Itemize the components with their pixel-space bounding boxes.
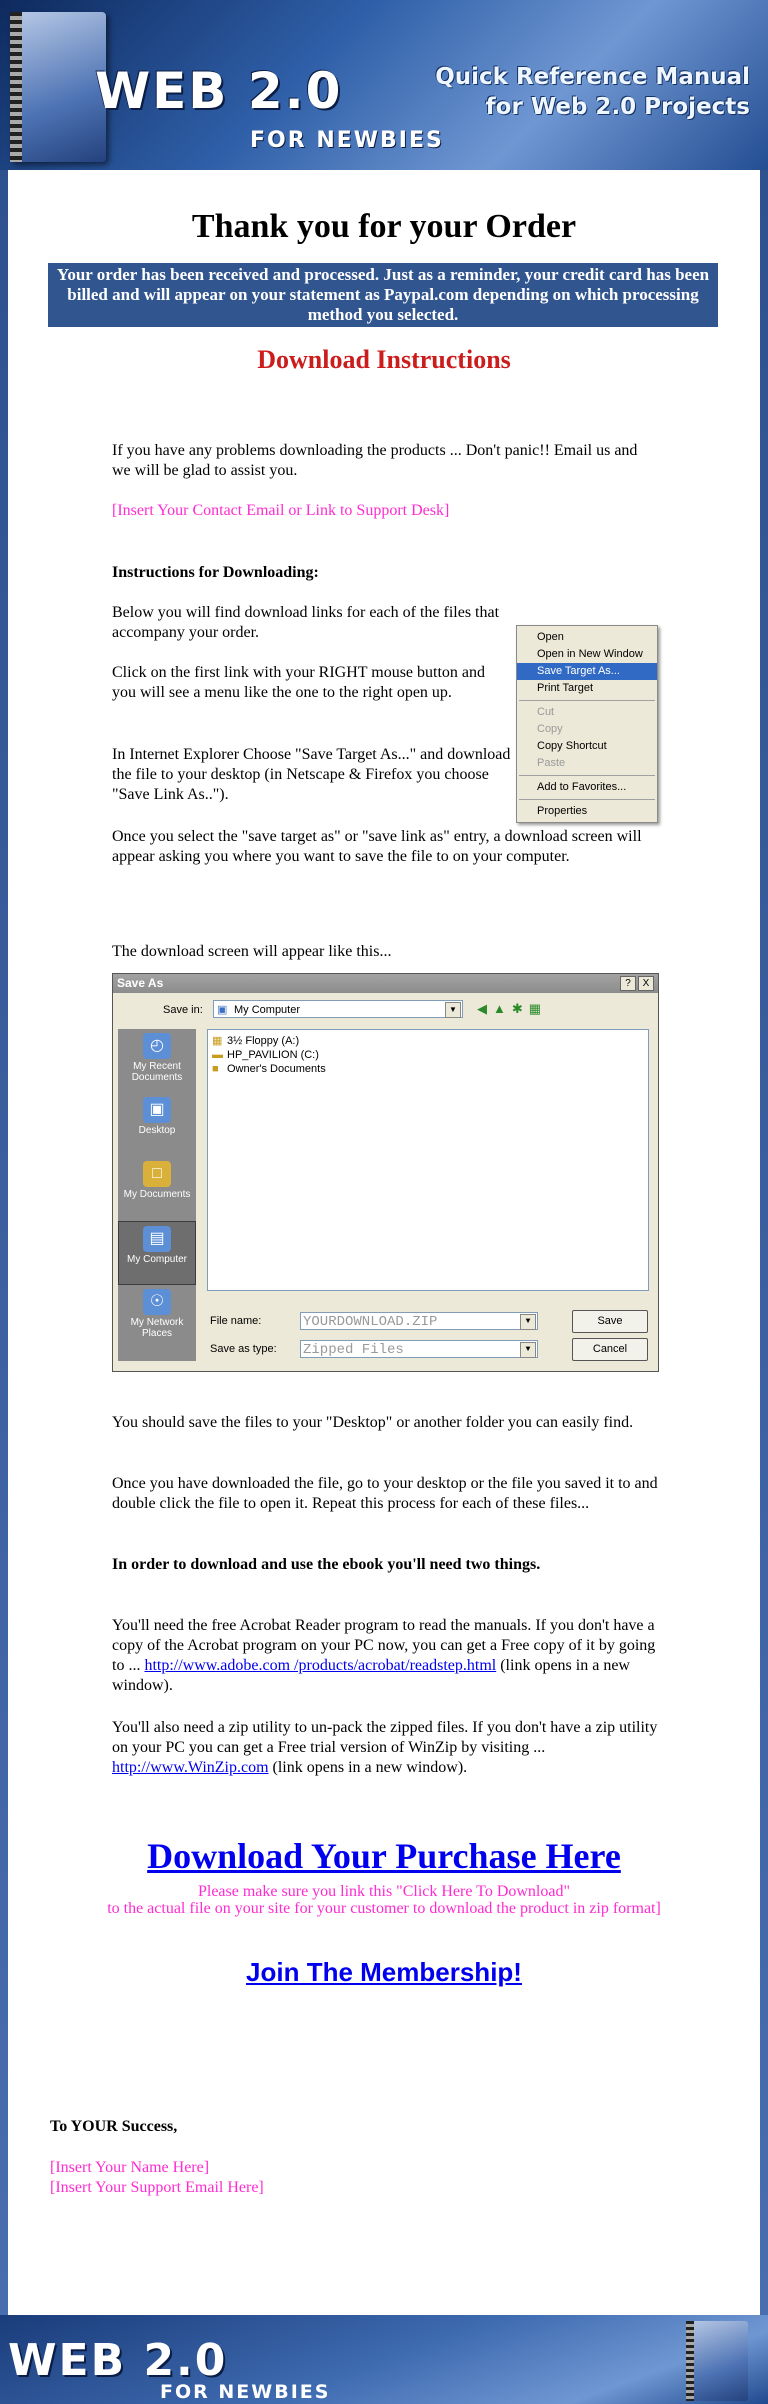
place-my-documents[interactable]: □ My Documents	[118, 1157, 196, 1221]
acrobat-text: You'll need the free Acrobat Reader program to read the manuals. If you don't have a copy of the Acrobat program on your PC now, you can get a Free copy of it by going to ...	[112, 1617, 656, 1674]
save-as-type-label: Save as type:	[210, 1343, 277, 1355]
download-purchase-cta	[8, 1835, 760, 1877]
header-banner	[0, 0, 768, 170]
place-desktop[interactable]: ▣ Desktop	[118, 1093, 196, 1157]
dialog-titlebar: Save As	[113, 974, 658, 993]
logo-subtitle: FOR NEWBIES	[250, 128, 444, 153]
file-name-label: File name:	[210, 1315, 262, 1327]
chevron-down-icon[interactable]: ▼	[520, 1314, 536, 1330]
book-spine	[10, 12, 22, 162]
download-link-note	[8, 1883, 760, 1917]
file-item-owners-documents[interactable]: ■ Owner's Documents	[212, 1063, 326, 1075]
network-places-icon: ☉	[143, 1289, 171, 1315]
instructions-para-4: Once you select the "save target as" or "save link as" entry, a download screen will appear asking you where you want to save the file to on your computer.	[112, 828, 642, 865]
ebook-cover-image	[10, 12, 106, 162]
logo-title: WEB 2.0	[95, 62, 343, 120]
footer-ebook-cover-image	[686, 2321, 748, 2401]
chevron-down-icon[interactable]: ▼	[520, 1342, 536, 1358]
download-instructions-heading: Download Instructions	[257, 345, 511, 374]
file-item-hp-pavilion[interactable]: ▬ HP_PAVILION (C:)	[212, 1049, 319, 1061]
ctx-separator	[519, 775, 655, 776]
manual-line-2: for Web 2.0 Projects	[485, 94, 750, 120]
save-in-label: Save in:	[163, 1004, 203, 1016]
file-list	[207, 1029, 649, 1291]
ctx-paste: Paste	[537, 757, 566, 769]
places-bar	[118, 1029, 196, 1361]
save-in-value: My Computer	[234, 1004, 301, 1016]
save-as-type-select[interactable]	[300, 1340, 538, 1358]
chevron-down-icon[interactable]: ▼	[445, 1002, 461, 1018]
page-title: Thank you for your Order	[191, 208, 577, 245]
cancel-button[interactable]: Cancel	[572, 1338, 648, 1361]
contact-placeholder: [Insert Your Contact Email or Link to Support Desk]	[112, 502, 450, 519]
instructions-para-2: Click on the first link with your RIGHT mouse button and you will see a menu like the one to the right open up.	[112, 664, 486, 701]
ctx-properties[interactable]: Properties	[537, 805, 588, 817]
footer-banner	[0, 2315, 768, 2404]
file-item-floppy[interactable]: ▦ 3½ Floppy (A:)	[212, 1035, 300, 1047]
instructions-para-3: In Internet Explorer Choose "Save Target As..." and download the file to your desktop (in Netscape & Firefox you choose "Save Link As..").	[112, 746, 511, 803]
footer-logo-title: WEB 2.0	[8, 2335, 228, 2386]
recent-documents-icon: ◴	[143, 1033, 171, 1059]
save-location-text: You should save the files to your "Desktop" or another folder you can easily find.	[112, 1414, 634, 1431]
my-computer-icon: ▤	[143, 1226, 171, 1252]
instructions-para-5: The download screen will appear like this...	[112, 943, 392, 960]
join-membership-link[interactable]: Join The Membership!	[246, 1957, 522, 1987]
floppy-icon: ▦	[212, 1035, 223, 1047]
acrobat-after-text: (link opens in a new window).	[112, 1657, 630, 1694]
dialog-toolbar-icons[interactable]: ◀▲✱▦	[477, 1001, 548, 1016]
signoff-text: To YOUR Success,	[50, 2118, 178, 2135]
winzip-paragraph	[112, 1718, 658, 1778]
dialog-help-button[interactable]: ?	[620, 976, 636, 991]
instructions-para-1: Below you will find download links for each of the files that accompany your order.	[112, 604, 500, 641]
file-name-value: YOURDOWNLOAD.ZIP	[303, 1314, 438, 1330]
save-as-dialog-screenshot	[112, 973, 659, 1372]
ctx-cut: Cut	[537, 706, 555, 718]
folder-icon: ■	[212, 1063, 219, 1075]
problems-text: If you have any problems downloading the products ... Don't panic!! Email us and we will be glad to assist you.	[112, 442, 638, 479]
save-in-select[interactable]	[213, 1000, 463, 1018]
desktop-icon: ▣	[143, 1097, 171, 1123]
manual-line-1: Quick Reference Manual	[435, 64, 750, 90]
book-spine	[686, 2321, 694, 2401]
ctx-separator	[519, 799, 655, 800]
place-my-computer[interactable]: ▤ My Computer	[118, 1221, 196, 1285]
instructions-heading: Instructions for Downloading:	[112, 564, 319, 581]
open-file-text: Once you have downloaded the file, go to your desktop or the file you saved it to and double click the file to open it. Repeat this process for each of these files...	[112, 1475, 658, 1512]
ctx-open-new-window[interactable]: Open in New Window	[537, 648, 643, 660]
acrobat-link[interactable]: http://www.adobe.com /products/acrobat/readstep.html	[144, 1657, 497, 1674]
support-email-placeholder: [Insert Your Support Email Here]	[50, 2179, 264, 2196]
ctx-copy: Copy	[537, 723, 563, 735]
order-notice-box: Your order has been received and processed. Just as a reminder, your credit card has been billed and will appear on your statement as Paypal.com depending on which processing method you selected.	[48, 263, 718, 327]
save-as-type-value: Zipped Files	[303, 1342, 404, 1358]
ctx-print-target[interactable]: Print Target	[537, 682, 594, 694]
winzip-after-text: (link opens in a new window).	[272, 1759, 468, 1776]
ctx-copy-shortcut[interactable]: Copy Shortcut	[537, 740, 607, 752]
context-menu-screenshot	[516, 625, 658, 823]
name-placeholder: [Insert Your Name Here]	[50, 2159, 210, 2176]
dialog-close-button[interactable]: X	[638, 976, 654, 991]
membership-cta	[8, 1957, 760, 1988]
ctx-open[interactable]: Open	[537, 631, 564, 643]
acrobat-paragraph	[112, 1616, 658, 1696]
ebook-requirements-heading: In order to download and use the ebook you'll need two things.	[112, 1556, 541, 1573]
content-panel	[8, 170, 760, 2315]
manual-tagline	[390, 62, 750, 122]
drive-icon: ▬	[212, 1049, 223, 1061]
download-note-line-1: Please make sure you link this "Click Here To Download"	[197, 1883, 571, 1900]
save-button[interactable]: Save	[572, 1310, 648, 1333]
download-note-line-2: to the actual file on your site for your customer to download the product in zip format]	[107, 1900, 661, 1917]
download-purchase-link[interactable]: Download Your Purchase Here	[147, 1836, 621, 1876]
ctx-add-to-favorites[interactable]: Add to Favorites...	[537, 781, 627, 793]
ctx-separator	[519, 700, 655, 701]
footer-logo-subtitle: FOR NEWBIES	[160, 2381, 331, 2403]
place-network-places[interactable]: ☉ My Network Places	[118, 1285, 196, 1349]
file-name-input[interactable]	[300, 1312, 538, 1330]
winzip-link[interactable]: http://www.WinZip.com	[112, 1759, 269, 1776]
ctx-save-target-as[interactable]: Save Target As...	[517, 663, 657, 680]
place-recent-documents[interactable]: ◴ My Recent Documents	[118, 1029, 196, 1093]
my-documents-icon: □	[143, 1161, 171, 1187]
my-computer-icon: ▣	[217, 1004, 228, 1016]
winzip-text: You'll also need a zip utility to un-pack the zipped files. If you don't have a zip utility on your PC you can get a Free trial version of WinZip by visiting ...	[112, 1719, 658, 1756]
